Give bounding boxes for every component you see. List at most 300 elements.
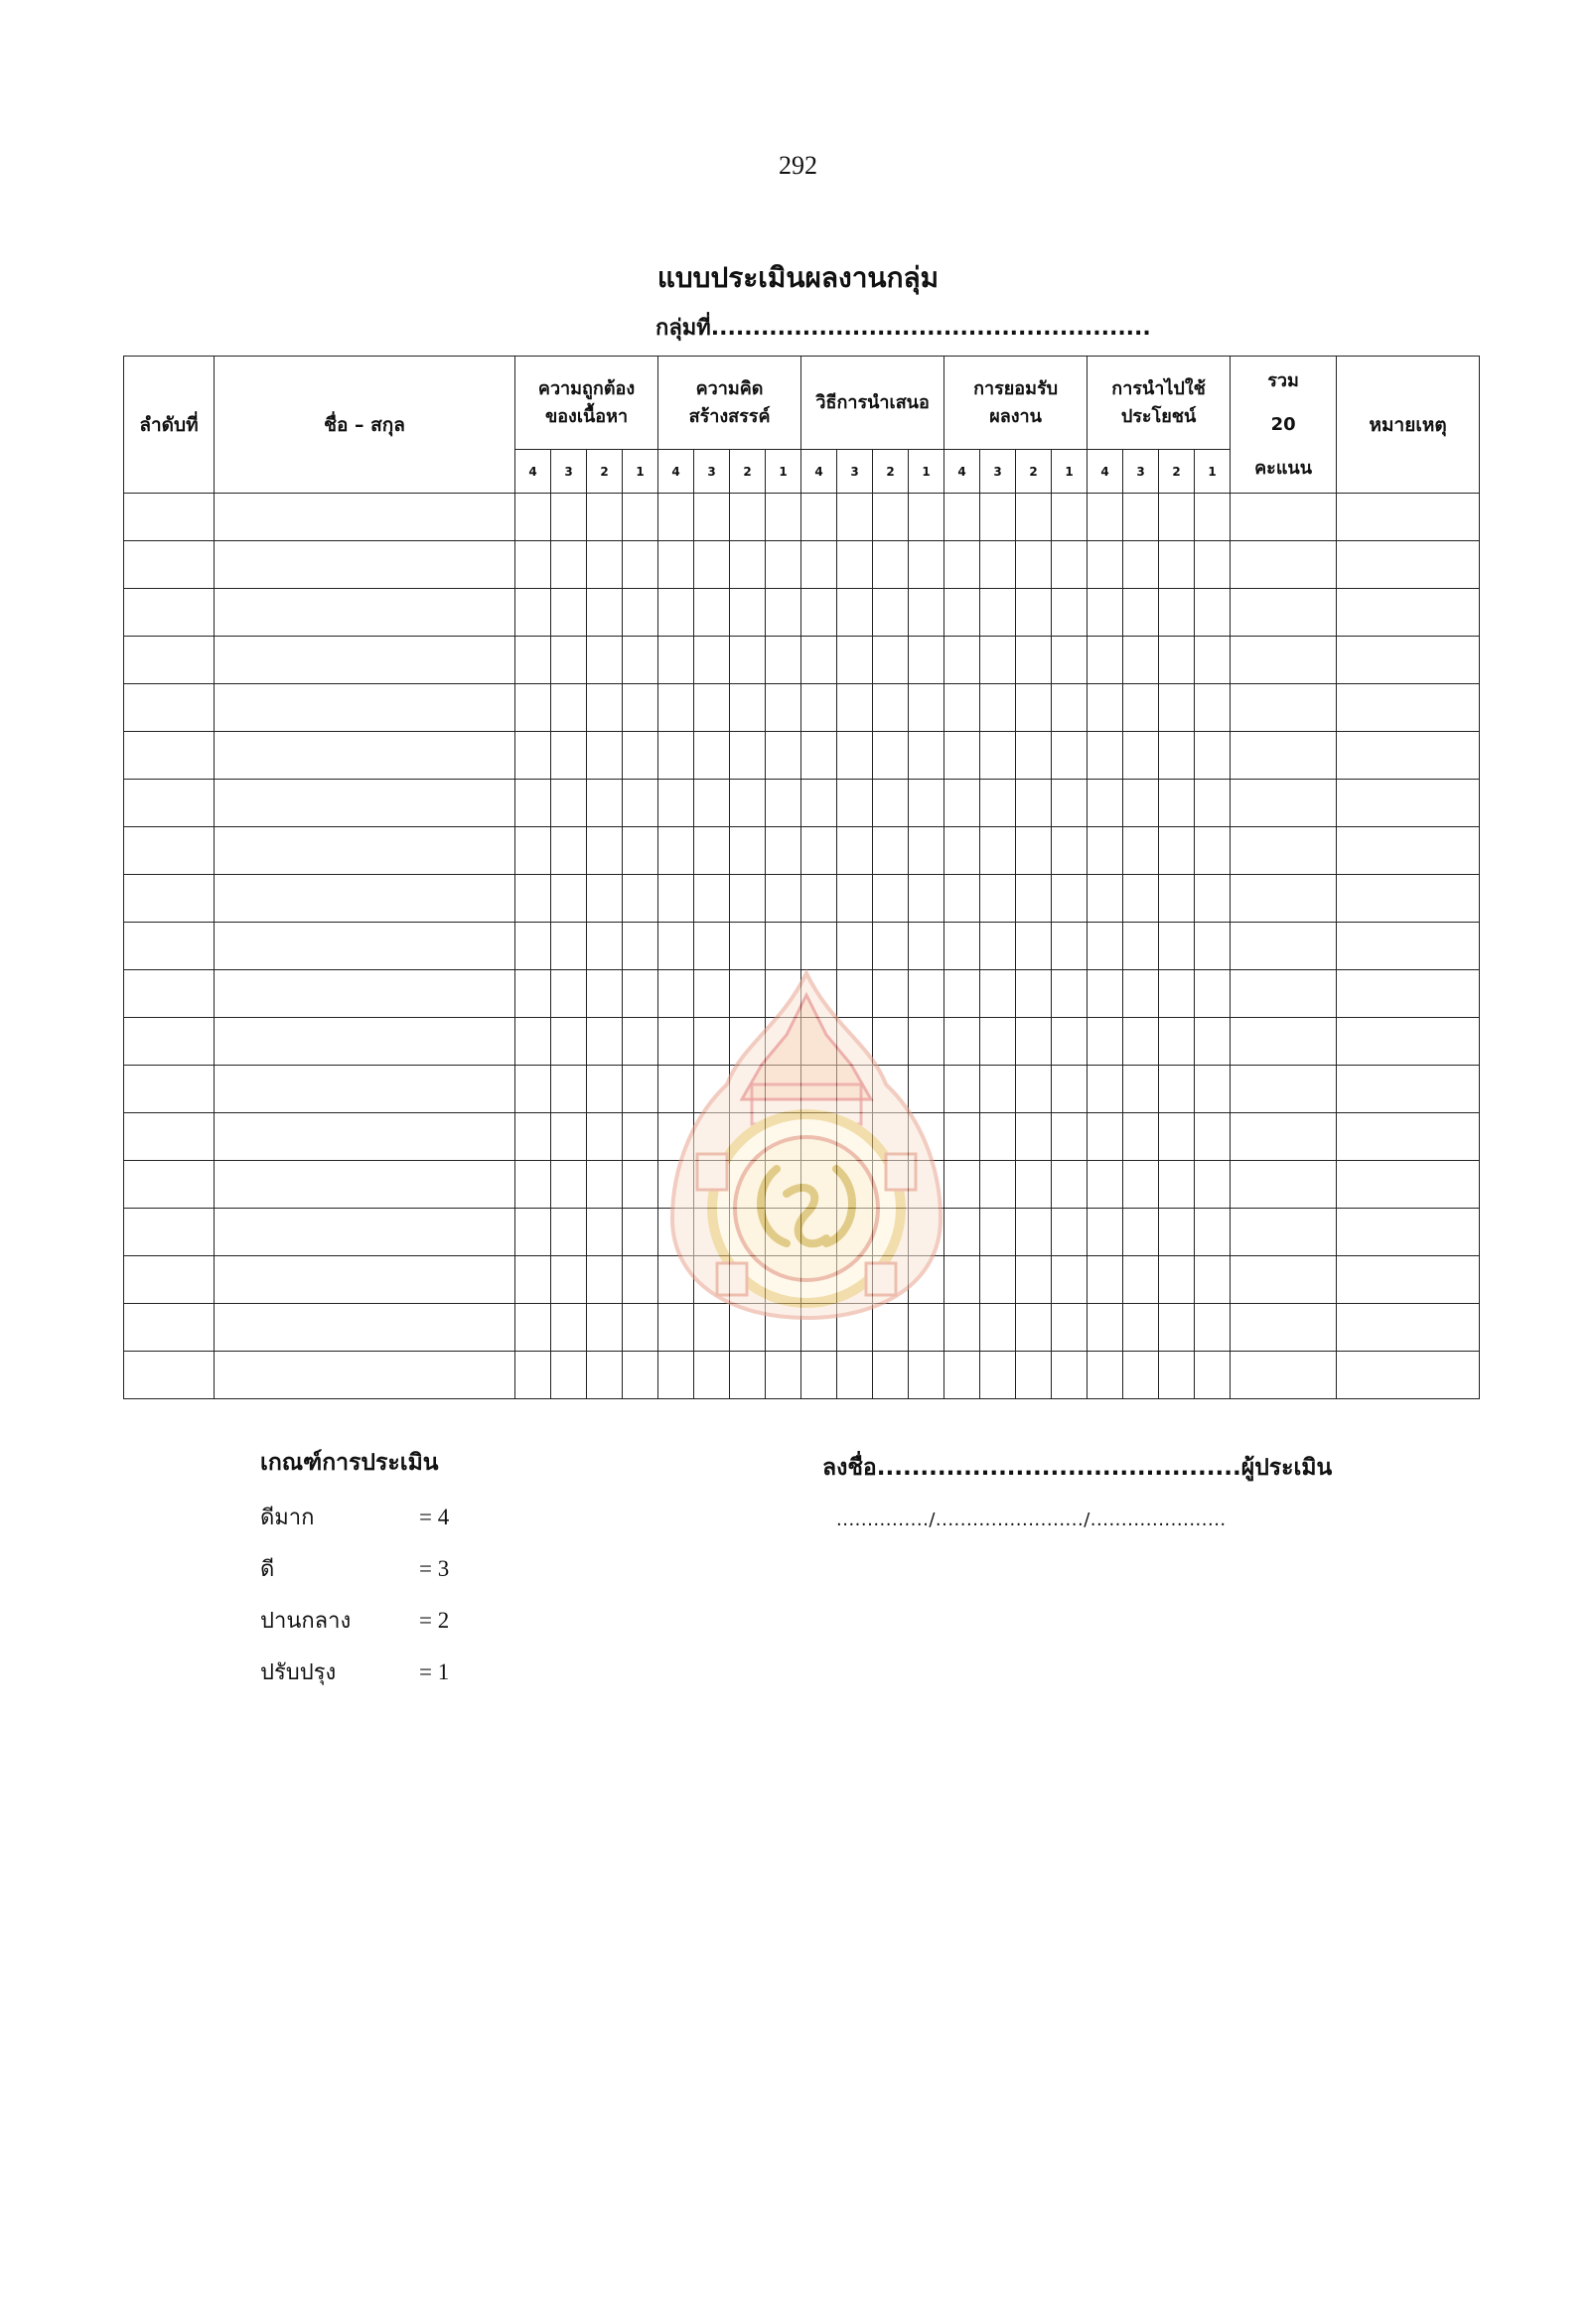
table-cell: [1195, 875, 1231, 923]
table-cell: [1052, 1018, 1088, 1066]
table-cell: [837, 1352, 873, 1399]
table-cell: [587, 923, 623, 970]
table-cell: [944, 589, 980, 637]
table-cell: [1337, 1352, 1480, 1399]
table-cell: [1337, 1161, 1480, 1209]
table-cell: [623, 732, 658, 780]
table-cell: [730, 589, 766, 637]
table-cell: [801, 589, 837, 637]
table-cell: [1123, 684, 1159, 732]
table-cell: [1231, 923, 1337, 970]
table-cell: [215, 589, 515, 637]
table-cell: [980, 1018, 1016, 1066]
table-cell: [1337, 780, 1480, 827]
table-cell: [658, 923, 694, 970]
table-row: [124, 875, 1480, 923]
table-cell: [124, 1352, 215, 1399]
table-cell: [1088, 1066, 1123, 1113]
score-header: 2: [730, 450, 766, 494]
table-cell: [124, 541, 215, 589]
table-cell: [1195, 970, 1231, 1018]
table-cell: [766, 1352, 801, 1399]
table-cell: [124, 970, 215, 1018]
table-cell: [1016, 923, 1052, 970]
table-cell: [1337, 637, 1480, 684]
table-cell: [1195, 1304, 1231, 1352]
table-cell: [730, 1352, 766, 1399]
table-cell: [587, 589, 623, 637]
table-cell: [1231, 1256, 1337, 1304]
table-cell: [1337, 684, 1480, 732]
table-cell: [1052, 732, 1088, 780]
table-cell: [1231, 780, 1337, 827]
table-cell: [1195, 1018, 1231, 1066]
table-cell: [1052, 1209, 1088, 1256]
table-cell: [1159, 875, 1195, 923]
table-row: [124, 541, 1480, 589]
table-cell: [944, 637, 980, 684]
table-cell: [730, 637, 766, 684]
score-header: 2: [1016, 450, 1052, 494]
table-cell: [124, 1018, 215, 1066]
page-number: 292: [779, 151, 817, 180]
table-cell: [873, 637, 909, 684]
table-cell: [801, 732, 837, 780]
table-cell: [124, 780, 215, 827]
table-row: [124, 494, 1480, 541]
table-cell: [124, 1256, 215, 1304]
score-header: 3: [551, 450, 587, 494]
table-cell: [587, 732, 623, 780]
column-header-criterion: การยอมรับ ผลงาน: [944, 357, 1088, 450]
table-cell: [980, 1256, 1016, 1304]
table-cell: [515, 494, 551, 541]
table-cell: [1088, 637, 1123, 684]
table-cell: [1231, 589, 1337, 637]
table-cell: [1088, 923, 1123, 970]
table-cell: [1088, 970, 1123, 1018]
table-cell: [587, 875, 623, 923]
table-cell: [1016, 1256, 1052, 1304]
table-cell: [1123, 1018, 1159, 1066]
table-cell: [1016, 541, 1052, 589]
table-cell: [1195, 1113, 1231, 1161]
table-cell: [1123, 1304, 1159, 1352]
table-cell: [1088, 684, 1123, 732]
table-cell: [1123, 875, 1159, 923]
table-cell: [1123, 1256, 1159, 1304]
table-cell: [623, 1161, 658, 1209]
table-cell: [1123, 637, 1159, 684]
table-cell: [1337, 1113, 1480, 1161]
table-cell: [980, 1113, 1016, 1161]
table-cell: [1123, 1352, 1159, 1399]
table-cell: [658, 589, 694, 637]
table-row: [124, 684, 1480, 732]
table-cell: [1016, 875, 1052, 923]
table-cell: [1052, 1352, 1088, 1399]
criteria-item: ดี = 3: [260, 1556, 450, 1582]
table-cell: [623, 970, 658, 1018]
table-cell: [694, 732, 730, 780]
table-cell: [551, 1304, 587, 1352]
table-cell: [909, 1352, 944, 1399]
table-cell: [587, 1304, 623, 1352]
table-cell: [909, 780, 944, 827]
table-cell: [694, 827, 730, 875]
table-cell: [587, 1018, 623, 1066]
table-cell: [587, 541, 623, 589]
table-cell: [124, 875, 215, 923]
criteria-heading: เกณฑ์การประเมิน: [260, 1450, 439, 1476]
table-cell: [1016, 1113, 1052, 1161]
table-cell: [1231, 1304, 1337, 1352]
table-cell: [837, 780, 873, 827]
table-cell: [730, 494, 766, 541]
table-cell: [1159, 1018, 1195, 1066]
table-cell: [215, 1066, 515, 1113]
table-cell: [215, 732, 515, 780]
table-cell: [694, 875, 730, 923]
table-cell: [873, 494, 909, 541]
table-cell: [980, 684, 1016, 732]
table-cell: [1231, 827, 1337, 875]
table-cell: [1016, 1161, 1052, 1209]
table-cell: [730, 875, 766, 923]
score-header: 3: [980, 450, 1016, 494]
score-header: 4: [515, 450, 551, 494]
table-cell: [623, 1256, 658, 1304]
table-cell: [766, 732, 801, 780]
table-cell: [1052, 1066, 1088, 1113]
table-cell: [1123, 589, 1159, 637]
table-cell: [766, 875, 801, 923]
score-header: 1: [766, 450, 801, 494]
table-cell: [1195, 732, 1231, 780]
table-cell: [1159, 541, 1195, 589]
table-cell: [658, 780, 694, 827]
table-cell: [873, 541, 909, 589]
table-cell: [623, 875, 658, 923]
table-cell: [1159, 637, 1195, 684]
table-cell: [515, 1066, 551, 1113]
table-cell: [837, 923, 873, 970]
table-cell: [551, 1161, 587, 1209]
table-cell: [909, 923, 944, 970]
table-cell: [515, 970, 551, 1018]
table-cell: [1159, 780, 1195, 827]
table-cell: [766, 827, 801, 875]
table-cell: [215, 1209, 515, 1256]
table-cell: [623, 1113, 658, 1161]
table-cell: [837, 637, 873, 684]
table-cell: [1195, 827, 1231, 875]
table-cell: [551, 637, 587, 684]
table-cell: [515, 827, 551, 875]
table-cell: [1159, 1113, 1195, 1161]
table-row: [124, 1352, 1480, 1399]
table-cell: [623, 637, 658, 684]
table-cell: [980, 780, 1016, 827]
table-cell: [587, 494, 623, 541]
table-cell: [980, 875, 1016, 923]
table-cell: [909, 541, 944, 589]
table-cell: [944, 684, 980, 732]
score-header: 1: [1195, 450, 1231, 494]
table-cell: [215, 494, 515, 541]
ministry-emblem-icon: [657, 965, 955, 1323]
table-cell: [980, 923, 1016, 970]
table-cell: [1123, 780, 1159, 827]
table-cell: [801, 684, 837, 732]
table-row: [124, 780, 1480, 827]
table-cell: [730, 780, 766, 827]
table-cell: [1052, 637, 1088, 684]
table-cell: [1088, 589, 1123, 637]
table-cell: [1016, 780, 1052, 827]
table-cell: [837, 541, 873, 589]
table-cell: [1231, 541, 1337, 589]
table-cell: [873, 589, 909, 637]
date-line: .............../......................../......................: [836, 1510, 1227, 1530]
table-cell: [980, 1209, 1016, 1256]
table-cell: [944, 494, 980, 541]
table-cell: [658, 494, 694, 541]
score-header: 4: [944, 450, 980, 494]
table-cell: [587, 637, 623, 684]
table-cell: [515, 732, 551, 780]
score-header: 2: [873, 450, 909, 494]
table-cell: [766, 494, 801, 541]
table-cell: [1231, 494, 1337, 541]
table-cell: [658, 732, 694, 780]
table-cell: [1159, 923, 1195, 970]
table-cell: [766, 541, 801, 589]
table-cell: [124, 1161, 215, 1209]
table-cell: [1195, 637, 1231, 684]
table-cell: [551, 1066, 587, 1113]
table-cell: [944, 780, 980, 827]
table-cell: [801, 494, 837, 541]
table-cell: [623, 589, 658, 637]
table-cell: [1159, 732, 1195, 780]
table-cell: [1123, 541, 1159, 589]
table-cell: [766, 637, 801, 684]
table-cell: [551, 923, 587, 970]
table-cell: [694, 1352, 730, 1399]
table-cell: [551, 589, 587, 637]
table-cell: [980, 1066, 1016, 1113]
table-cell: [1195, 589, 1231, 637]
table-cell: [837, 732, 873, 780]
column-header-criterion: ความถูกต้อง ของเนื้อหา: [515, 357, 658, 450]
table-cell: [124, 1209, 215, 1256]
table-cell: [1337, 970, 1480, 1018]
score-header: 4: [1088, 450, 1123, 494]
table-cell: [515, 1161, 551, 1209]
table-cell: [623, 494, 658, 541]
table-cell: [980, 1352, 1016, 1399]
table-cell: [730, 827, 766, 875]
table-row: [124, 732, 1480, 780]
table-cell: [1052, 1304, 1088, 1352]
table-cell: [623, 541, 658, 589]
table-cell: [515, 637, 551, 684]
table-cell: [873, 923, 909, 970]
table-cell: [587, 1066, 623, 1113]
table-cell: [909, 494, 944, 541]
table-cell: [1123, 1066, 1159, 1113]
table-cell: [1052, 684, 1088, 732]
table-cell: [837, 827, 873, 875]
table-cell: [1231, 1018, 1337, 1066]
table-cell: [837, 589, 873, 637]
table-cell: [1088, 1018, 1123, 1066]
criteria-item: ปานกลาง = 2: [260, 1608, 450, 1634]
score-header: 1: [909, 450, 944, 494]
table-cell: [587, 1113, 623, 1161]
table-cell: [658, 684, 694, 732]
table-cell: [1337, 1066, 1480, 1113]
table-cell: [1195, 684, 1231, 732]
table-row: [124, 637, 1480, 684]
table-cell: [1088, 1352, 1123, 1399]
table-cell: [1016, 827, 1052, 875]
table-cell: [1337, 875, 1480, 923]
column-header-name: ชื่อ – สกุล: [215, 357, 515, 494]
table-cell: [515, 1018, 551, 1066]
table-cell: [980, 589, 1016, 637]
table-cell: [124, 637, 215, 684]
table-cell: [1123, 923, 1159, 970]
table-cell: [124, 589, 215, 637]
table-cell: [623, 1352, 658, 1399]
table-cell: [215, 1018, 515, 1066]
table-cell: [1195, 494, 1231, 541]
table-cell: [1016, 637, 1052, 684]
criteria-item: ปรับปรุง = 1: [260, 1659, 450, 1685]
score-header: 2: [1159, 450, 1195, 494]
table-cell: [587, 827, 623, 875]
table-cell: [873, 684, 909, 732]
table-cell: [124, 827, 215, 875]
table-cell: [801, 637, 837, 684]
table-cell: [1123, 1113, 1159, 1161]
table-cell: [124, 1113, 215, 1161]
table-cell: [515, 1256, 551, 1304]
table-cell: [980, 541, 1016, 589]
table-cell: [1016, 1304, 1052, 1352]
table-cell: [515, 780, 551, 827]
table-cell: [1231, 1113, 1337, 1161]
table-cell: [215, 827, 515, 875]
table-cell: [944, 732, 980, 780]
table-cell: [215, 541, 515, 589]
table-cell: [801, 541, 837, 589]
table-cell: [1159, 1209, 1195, 1256]
table-cell: [1016, 589, 1052, 637]
table-cell: [980, 827, 1016, 875]
table-cell: [694, 637, 730, 684]
table-cell: [1231, 1209, 1337, 1256]
table-cell: [515, 1113, 551, 1161]
table-cell: [1337, 541, 1480, 589]
table-cell: [873, 875, 909, 923]
group-number-field: กลุ่มที่.....................................................: [655, 316, 1151, 341]
score-header: 3: [1123, 450, 1159, 494]
table-cell: [551, 1256, 587, 1304]
table-cell: [215, 637, 515, 684]
table-cell: [944, 1352, 980, 1399]
table-cell: [909, 732, 944, 780]
table-cell: [1337, 923, 1480, 970]
table-cell: [587, 780, 623, 827]
table-cell: [909, 589, 944, 637]
score-header: 4: [801, 450, 837, 494]
table-cell: [694, 780, 730, 827]
score-header: 1: [623, 450, 658, 494]
table-cell: [1052, 970, 1088, 1018]
table-cell: [1159, 970, 1195, 1018]
table-cell: [215, 1352, 515, 1399]
table-cell: [551, 541, 587, 589]
table-cell: [1016, 1066, 1052, 1113]
column-header-criterion: การนำไปใช้ ประโยชน์: [1088, 357, 1231, 450]
table-cell: [551, 970, 587, 1018]
score-header: 3: [837, 450, 873, 494]
table-cell: [1052, 1161, 1088, 1209]
table-cell: [215, 1161, 515, 1209]
table-cell: [1016, 732, 1052, 780]
table-cell: [515, 589, 551, 637]
table-cell: [1337, 494, 1480, 541]
table-row: [124, 923, 1480, 970]
table-cell: [1052, 589, 1088, 637]
table-cell: [1231, 1161, 1337, 1209]
table-cell: [766, 684, 801, 732]
table-cell: [658, 637, 694, 684]
table-cell: [1195, 1161, 1231, 1209]
table-cell: [215, 684, 515, 732]
table-cell: [980, 1304, 1016, 1352]
table-cell: [1016, 1352, 1052, 1399]
table-cell: [694, 541, 730, 589]
table-cell: [730, 732, 766, 780]
table-cell: [980, 494, 1016, 541]
table-cell: [1052, 541, 1088, 589]
table-cell: [623, 923, 658, 970]
table-cell: [1088, 1209, 1123, 1256]
table-cell: [1337, 1304, 1480, 1352]
table-cell: [623, 1209, 658, 1256]
table-cell: [1088, 541, 1123, 589]
table-cell: [515, 684, 551, 732]
table-cell: [837, 875, 873, 923]
table-cell: [766, 780, 801, 827]
table-cell: [215, 1256, 515, 1304]
table-cell: [124, 494, 215, 541]
table-cell: [1159, 1066, 1195, 1113]
table-cell: [1016, 1209, 1052, 1256]
table-cell: [1159, 589, 1195, 637]
table-cell: [515, 875, 551, 923]
table-cell: [694, 494, 730, 541]
table-cell: [515, 1209, 551, 1256]
table-cell: [551, 827, 587, 875]
table-cell: [658, 1352, 694, 1399]
column-header-criterion: วิธีการนำเสนอ: [801, 357, 944, 450]
table-cell: [909, 684, 944, 732]
